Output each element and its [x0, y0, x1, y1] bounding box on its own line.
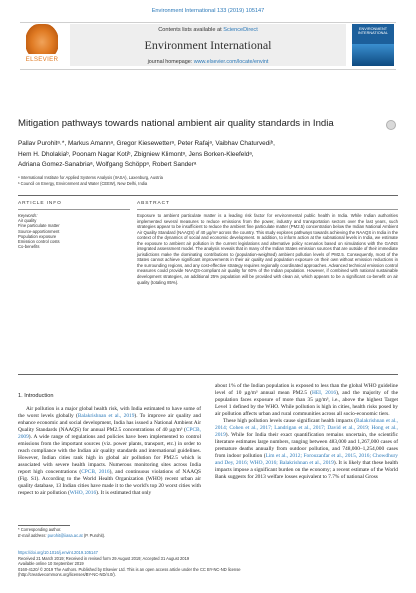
affiliation-b: ᵇ Council on Energy, Environment and Water (CEEW), New Delhi, India	[18, 181, 148, 187]
abstract-heading: ABSTRACT	[137, 201, 170, 206]
journal-cover-thumbnail	[352, 24, 394, 66]
elsevier-logo	[22, 24, 62, 66]
body-paragraph: Air pollution is a major global health risk, with India estimated to have some of the worst levels globally (Balakrishnan et al., 2019). To improve air quality and enhance economic and social development, India has issued a National Ambient Air Quality Standards (NAAQS) for annual PM2.5 concentrations of 40 µg/m³ (CPCB, 2009). A wide range of regulations and policies have been implemented to control emissions from the important sources (viz. power plants, transport, etc.) in order to reach compliance with the Indian air quality standards and international guidelines. However, Indian cities rank high in global air pollution for PM2.5 which is associated with severe health impacts. Numerous monitoring sites across India report high concentrations (CPCB, 2016), and continuous violations of NAAQS (Fig. S1). According to the World Health Organization (WHO) recent urban air quality database, 13 Indian cities have made it to the world's top 20 worst cities with respect to air pollution (WHO, 2016). It is estimated that only	[18, 406, 202, 496]
sciencedirect-link[interactable]: ScienceDirect	[223, 27, 258, 33]
citation-link[interactable]: CPCB, 2016	[81, 469, 110, 475]
citation-link[interactable]: HEI, 2016	[311, 390, 337, 396]
keyword: Population exposure	[18, 233, 57, 239]
citation-link[interactable]: Balakrishnan et al., 2014; Cohen et al., 2017; Landrigan et al., 2017; David et al., 2019; Hong et al., 2019	[215, 418, 398, 438]
license-text: 0160-4120/ © 2019 The Authors. Published by Elsevier Ltd. This is an open access article under the CC BY-NC-ND license	[18, 566, 241, 572]
divider	[137, 209, 398, 210]
doi-link[interactable]: https://doi.org/10.1016/j.envint.2019.105147	[18, 550, 98, 555]
license-url[interactable]: (http://creativecommons.org/licenses/BY-NC-ND/4.0/).	[18, 572, 116, 578]
email-link[interactable]: purohit@iiasa.ac.at	[47, 532, 83, 538]
email-note: E-mail address: purohit@iiasa.ac.at (P. Purohit).	[18, 532, 106, 538]
citation-link[interactable]: Lim et al., 2012; Forouzanfar et al., 2015, 2016; Chowdhury and Dey, 2016; WHO, 2016; Balakrishnan et al., 2019	[215, 453, 398, 466]
crossmark-icon[interactable]	[386, 120, 396, 130]
keywords-heading: Keywords:	[18, 213, 38, 218]
right-column	[215, 383, 398, 481]
keyword: Co-benefits	[18, 244, 40, 250]
publisher-name: ELSEVIER	[25, 56, 59, 63]
keyword: Fine particulate matter	[18, 223, 60, 229]
elsevier-tree-icon	[26, 24, 58, 54]
available-online: Available online 10 September 2019	[18, 561, 84, 567]
abstract-text: Exposure to ambient particulate matter is a leading risk factor for environmental public health in India. While Indian authorities implemented several measures to reduce emissions from the power, industry and transportation sectors over the last years, such strategies appear to be insufficient to reduce the ambient fine particulate matter (PM2.5) concentration below the Indian National Ambient Air Quality Standard (NAAQS) of 40 µg/m³ across the country. This study explores pathways towards achieving the NAAQS in India in the context of the dynamics of social and economic development. In addition, to inform action at the subnational levels in India, we estimate the exposure to ambient air pollution in the current legislations and alternative policy scenarios based on simulations with the GAINS integrated assessment model. The analysis reveals that in many of the Indian States emission sources that are outside of their immediate jurisdictions make the dominating contributions to (population-weighted) ambient pollution levels of PM2.5. Consequently, most of the States cannot achieve significant improvements in their air quality and population exposure on their own without emission reductions in the surrounding regions, and any cost-effective strategy requires regionally coordinated approaches. Advanced technical emission control measures could provide NAAQS-compliant air quality for 60% of the Indian population. However, if combined with national sustainable development strategies, an additional 25% population will be provided with clean air, which appears to be a significant co-benefit on air quality (totaling 85%).	[137, 213, 398, 285]
contents-line: Contents lists available at ScienceDirect	[158, 27, 258, 33]
citation-link[interactable]: Balakrishnan et al., 2019	[77, 413, 135, 419]
affiliations	[18, 175, 398, 187]
journal-banner	[70, 24, 346, 66]
divider	[18, 195, 398, 196]
citation-link[interactable]: CPCB, 2009	[18, 427, 201, 440]
keyword: Air quality	[18, 218, 37, 224]
paper-title: Mitigation pathways towards national ambient air quality standards in India	[18, 118, 334, 129]
keywords-list	[18, 213, 130, 249]
received-dates: Received 21 March 2019; Received in revised form 29 August 2019; Accepted 31 August 2019	[18, 555, 190, 561]
divider	[18, 209, 130, 210]
journal-title: Environment International	[144, 38, 272, 52]
author-line[interactable]: Pallav Purohitᵃ˒*, Markus Amannᵃ, Gregor Kiesewetterᵃ, Peter Rafajᵃ, Vaibhav Chaturvediᵇ,	[18, 140, 275, 147]
author-line[interactable]: Adriana Gomez-Sanabriaᵃ, Wolfgang Schöppᵃ, Robert Sanderᵃ	[18, 161, 197, 169]
footnote	[18, 527, 318, 538]
footnote-divider	[18, 525, 70, 526]
author-list	[18, 139, 398, 171]
corresponding-author-note: * Corresponding author.	[18, 527, 62, 532]
keyword: Source-apportionment	[18, 228, 60, 234]
affiliation-a: ᵃ International Institute for Applied Systems Analysis (IIASA), Laxenburg, Austria	[18, 175, 163, 180]
article-info-heading: ARTICLE INFO	[18, 201, 62, 206]
homepage-line: journal homepage: www.elsevier.com/locate/envint	[147, 59, 269, 65]
body-paragraph: These high pollution levels cause significant health impacts (Balakrishnan et al., 2014; Cohen et al., 2017; Landrigan et al., 2017; David et al., 2019; Hong et al., 2019). While for India their exact quantification remains uncertain, the scientific literature estimates large numbers, ranging between 483,000 and 1,267,000 cases of premature deaths annually from outdoor pollution, and 748,000–1,254,000 cases from indoor pollution (Lim et al., 2012; Forouzanfar et al., 2015, 2016; Chowdhury and Dey, 2016; WHO, 2016; Balakrishnan et al., 2019). It is likely that these health impacts impose a significant burden on the economy; a recent estimate of the World Bank suggests for 2013 welfare losses equivalent to 7.7% of national Gross	[215, 418, 398, 480]
cover-title: ENVIRONMENT INTERNATIONAL	[357, 27, 389, 36]
body-paragraph: about 1% of the Indian population is exposed to less than the global WHO guideline level of 10 µg/m³ annual mean PM2.5 (HEI, 2016), and the majority of the population faces exposure of more than 35 µg/m³, i.e., above the highest Target Level 1 defined by the WHO. While pollution is high in cities, health risks posed by air pollution affects urban and rural communities across all socio-economic tiers.	[215, 383, 398, 417]
keyword: Emission control costs	[18, 239, 60, 245]
section-heading-introduction: 1. Introduction	[18, 393, 54, 399]
left-column	[18, 393, 201, 497]
author-line[interactable]: Hem H. Dholakiaᵇ, Poonam Nagar Kotiᵇ, Zbigniew Klimontᵃ, Jens Borken-Kleefeldᵃ,	[18, 150, 254, 158]
article-metadata	[18, 550, 398, 578]
journal-citation[interactable]: Environment International 133 (2019) 105147	[151, 8, 265, 14]
divider	[18, 374, 398, 375]
citation-link[interactable]: WHO, 2016	[69, 490, 97, 496]
journal-homepage-link[interactable]: www.elsevier.com/locate/envint	[193, 59, 269, 65]
